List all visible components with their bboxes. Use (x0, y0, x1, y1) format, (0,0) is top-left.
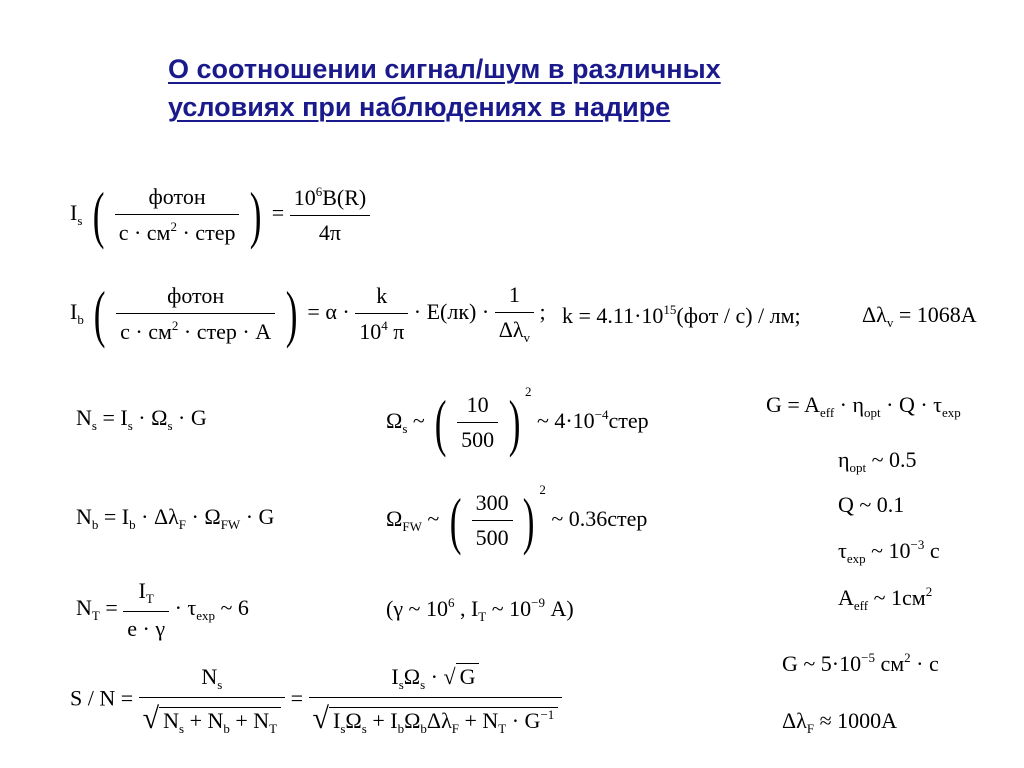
equation-aeff: $A_{eff}$ ~ $1см^2$ (838, 584, 933, 613)
equation-omega-fw: $\Omega_{FW}$ ~ ( $\frac{300}{500}$ ) $^2$ ~ 0.36стер (386, 482, 648, 556)
equation-sn: S / N = $\frac{N_s}{√ N_s + N_b + N_T}$ = $\frac{I_s\Omega_s \cdot √ G}{√ I_s\Omega_s + I_b\Omega_b\Delta\lambda_F + N_T \cdot G^{-1}}$ (70, 664, 562, 737)
equation-nt: $N_T$ = $\frac{I_T}{e \cdot \gamma}$ · $\tau_{exp}$ ~ 6 (76, 578, 249, 641)
equation-k: $k = 4.11\cdot 10^{15}(фот / с)$ / лм; (562, 302, 801, 328)
equation-g-def: $G = A_{eff} \cdot \eta_{opt} \cdot Q \cdot \tau_{exp}$ (766, 392, 961, 420)
equation-ns: $N_s = I_s \cdot \Omega_s \cdot G$ (76, 405, 207, 433)
slide-title (168, 50, 928, 126)
equation-dlf: $\Delta\lambda_F \approx 1000А$ (782, 708, 898, 736)
equation-omega-s: $\Omega_s$ ~ ( $\frac{10}{500}$ ) $^2$ ~ $4\cdot 10^{-4}стер$ (386, 384, 649, 458)
equation-nb: $N_b = I_b \cdot \Delta\lambda_F \cdot \Omega_{FW} \cdot G$ (76, 504, 275, 532)
equation-ib: $I_b$ ( $\frac{\text{фотон}}{с \cdot см^2 \cdot стер \cdot А}$ ) = α · $\frac{k}{10^4 \pi}$ · E(лк) · $\frac{1}{\Delta\lambda_v}$ ; (70, 278, 546, 349)
equation-tau: $\tau_{exp}$ ~ $10^{-3}$ с (838, 537, 940, 566)
equation-dlv: $\Delta\lambda_v = 1068А$ (862, 302, 977, 330)
title-line-2: условиях при наблюдениях в надире (168, 92, 671, 122)
equation-is: $I_s$ ( $\frac{\text{фотон}}{с \cdot см^2 \cdot стер}$ ) = $\frac{10^6B(R)}{4\pi}$ (70, 184, 370, 246)
equation-g-approx: G ~ $5\cdot 10^{-5}$ $см^2 \cdot с$ (782, 650, 939, 676)
equation-q: Q ~ 0.1 (838, 492, 905, 517)
equation-eta: $\eta_{opt}$ ~ 0.5 (838, 447, 917, 475)
equation-gamma: (γ ~ $10^6$ , $I_T$ ~ $10^{-9}$ А) (386, 595, 574, 624)
title-line-1: О соотношении сигнал/шум в различных (168, 54, 721, 84)
